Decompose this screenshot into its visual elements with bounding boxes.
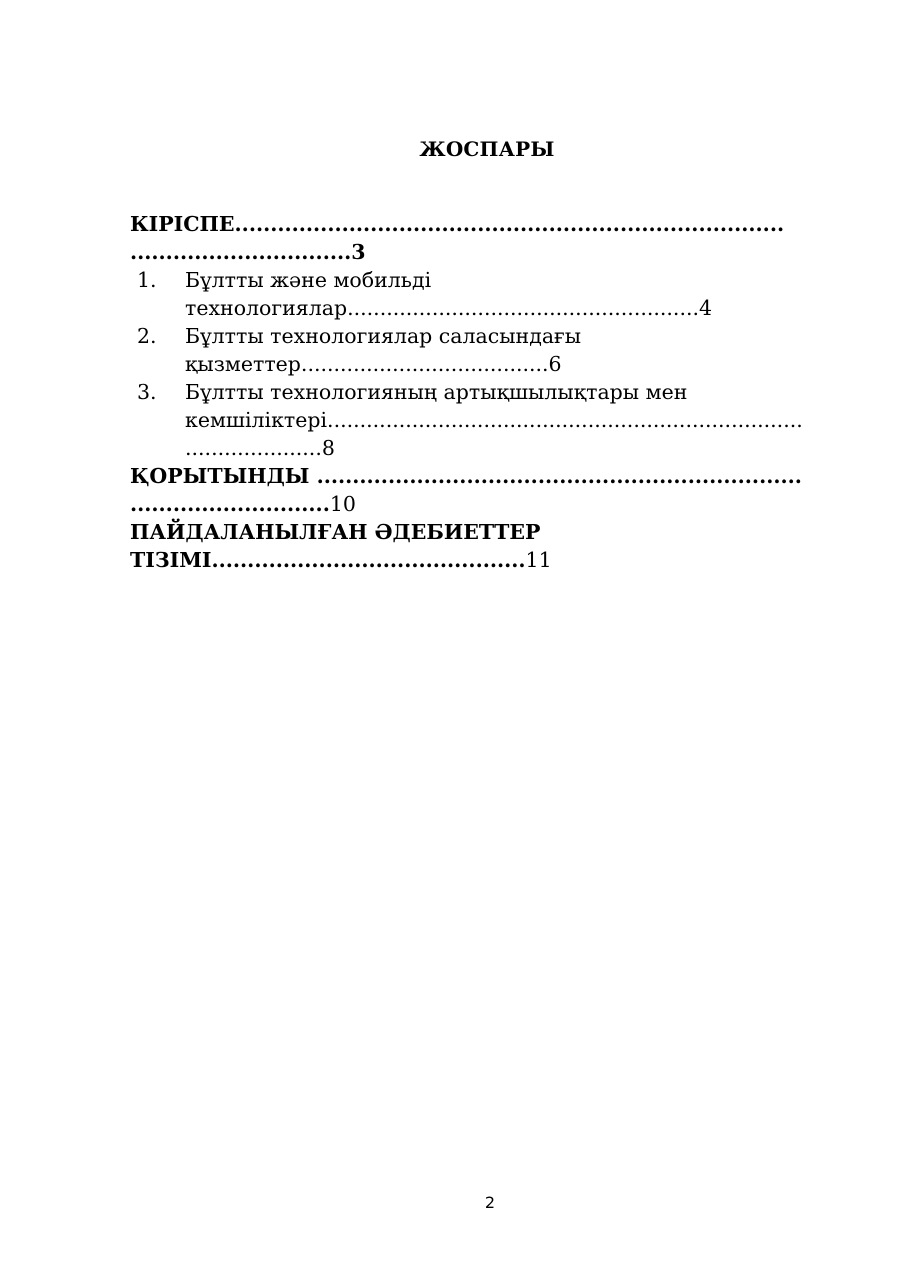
toc-intro-line2: ...............................3 bbox=[130, 240, 366, 264]
toc-entry-3 bbox=[130, 378, 844, 462]
toc-references-page: 11 bbox=[525, 548, 552, 572]
toc-item-text: .....................8 bbox=[185, 436, 335, 460]
toc-intro-line1: КІРІСПЕ............................................................................. bbox=[130, 212, 785, 236]
toc-entry-references bbox=[130, 518, 844, 574]
toc-entry-intro bbox=[130, 210, 844, 266]
toc-conclusion-line2 bbox=[130, 490, 844, 518]
toc-item-text: Бұлтты технологиялар саласындағы bbox=[185, 324, 582, 348]
toc-references-line1: ПАЙДАЛАНЫЛҒАН ӘДЕБИЕТТЕР bbox=[130, 520, 541, 544]
toc-references-line2 bbox=[130, 546, 844, 574]
page-number: 2 bbox=[484, 1193, 496, 1212]
toc-conclusion-page: 10 bbox=[329, 492, 356, 516]
toc-item-text: кемшіліктері......................................................................... bbox=[185, 408, 803, 432]
toc-conclusion-dots: ............................ bbox=[130, 492, 330, 516]
toc-entry-conclusion bbox=[130, 462, 844, 518]
toc-item-number: 3. bbox=[137, 380, 157, 404]
toc-conclusion-line1: ҚОРЫТЫНДЫ .................................................................... bbox=[130, 464, 802, 488]
toc-item-number: 2. bbox=[137, 324, 157, 348]
page-title: ЖОСПАРЫ bbox=[419, 137, 555, 161]
toc-entry-1 bbox=[130, 266, 844, 322]
toc-references-text: ТІЗІМІ............................................ bbox=[130, 548, 526, 572]
toc-entry-2 bbox=[130, 322, 844, 378]
toc-item-number: 1. bbox=[137, 268, 157, 292]
toc-item-text: Бұлтты технологияның артықшылықтары мен bbox=[185, 380, 688, 404]
toc-item-text: Бұлтты және мобильді bbox=[185, 268, 432, 292]
toc-item-text: қызметтер......................................6 bbox=[185, 352, 562, 376]
table-of-contents bbox=[130, 210, 844, 574]
toc-item-text: технологиялар......................................................4 bbox=[185, 296, 713, 320]
